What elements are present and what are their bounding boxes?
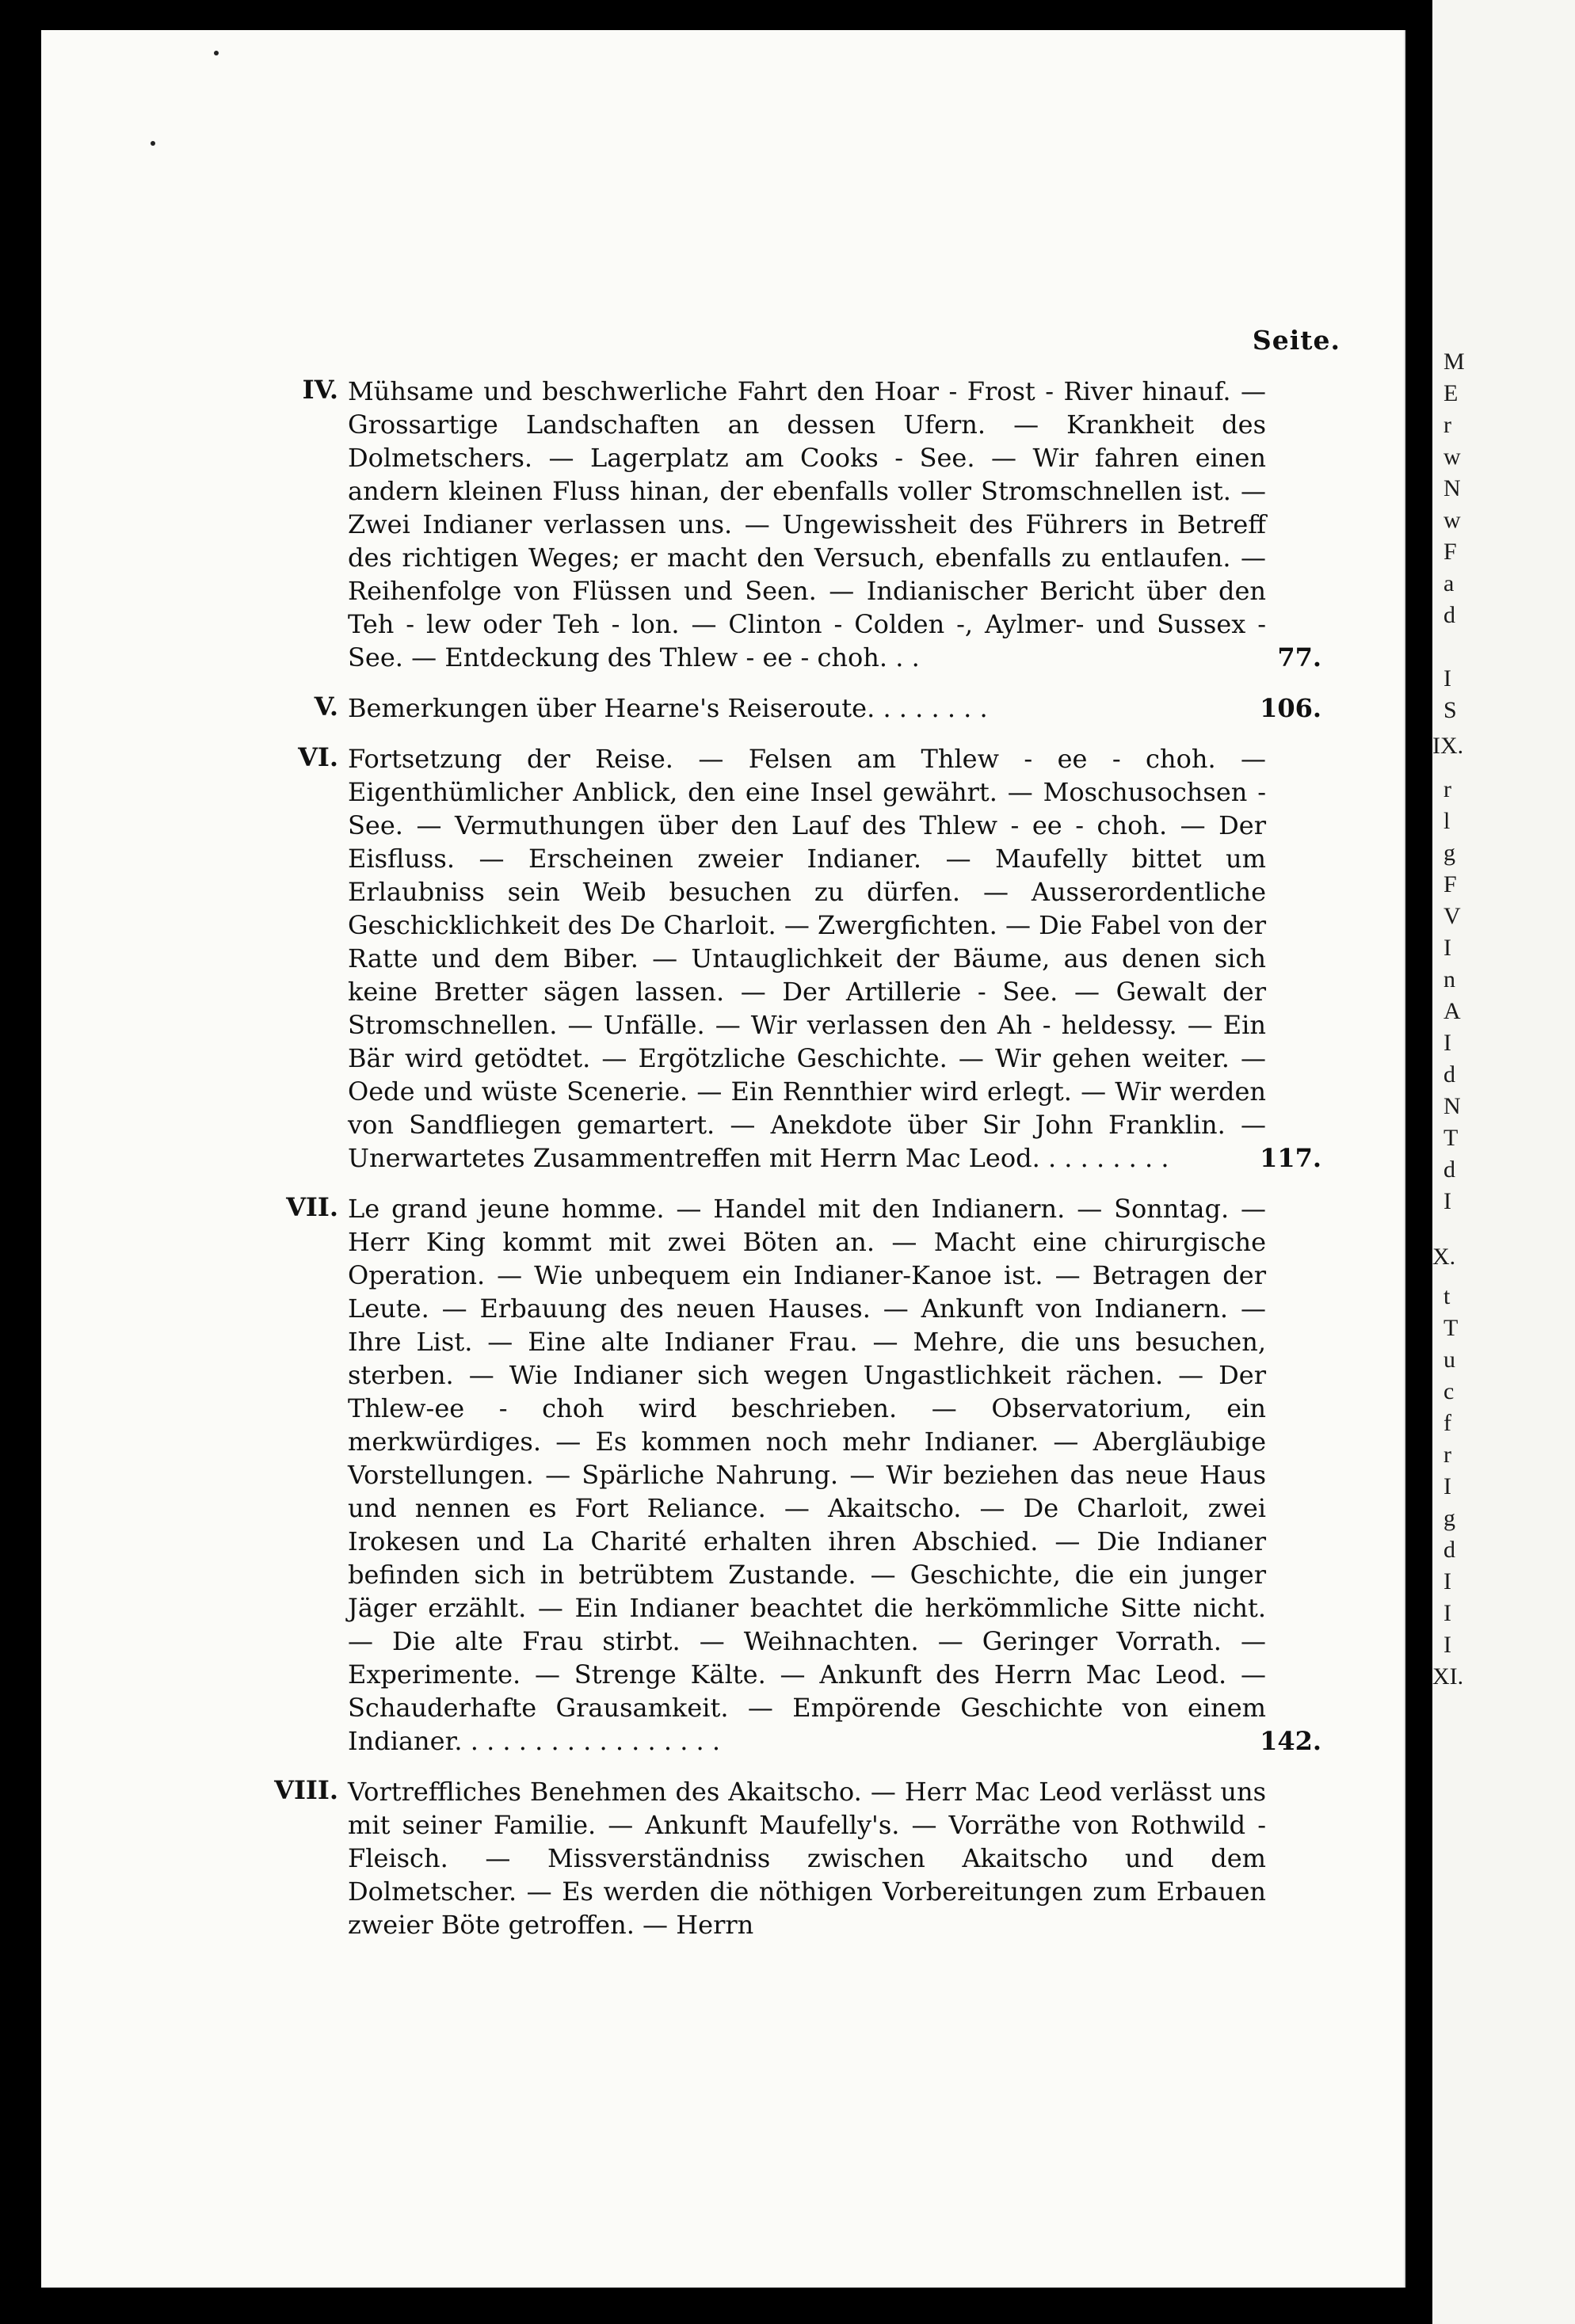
chapter-number: VIII. (274, 1775, 338, 1805)
facing-page-text-fragment: r (1443, 412, 1451, 438)
facing-page-text-fragment: g (1443, 840, 1455, 866)
facing-page-text-fragment: I (1443, 1600, 1451, 1626)
facing-page-text-fragment: a (1443, 570, 1455, 596)
speck (151, 141, 155, 146)
facing-page-text-fragment: n (1443, 966, 1455, 992)
speck (214, 51, 219, 55)
facing-page-text-fragment: A (1443, 998, 1461, 1024)
facing-page-text-fragment: IX. (1432, 733, 1464, 759)
facing-page-text-fragment: l (1443, 808, 1451, 834)
facing-page-text-fragment: I (1443, 1473, 1451, 1499)
page-number: 77. (1277, 642, 1321, 672)
facing-page-text-fragment: N (1443, 1093, 1461, 1119)
facing-page-text-fragment: w (1443, 507, 1461, 533)
facing-page-text-fragment: f (1443, 1410, 1451, 1436)
chapter-number: VII. (286, 1192, 338, 1222)
facing-page-text-fragment: T (1443, 1315, 1459, 1341)
toc-entry-vii (255, 1192, 1321, 1758)
seite-label: Seite. (1252, 325, 1340, 356)
facing-page-text-fragment: I (1443, 935, 1451, 961)
chapter-summary: Le grand jeune homme. — Handel mit den Indianern. — Sonntag. — Herr King kommt mit zwei Böten an. — Macht eine chirurgische Operation. — Wie unbequem ein Indianer-Kanoe ist. — Betragen der Leute. — Erbauung des neuen Hauses. — Ankunft von Indianern. — Ihre List. — Eine alte Indianer Frau. — Mehre, die uns besuchen, sterben. — Wie Indianer sich wegen Ungastlichkeit rächen. — Der Thlew-ee - choh wird beschrieben. — Observatorium, ein merkwürdiges. — Es kommen noch mehr Indianer. — Abergläubige Vorstellungen. — Spärliche Nahrung. — Wir beziehen das neue Haus und nennen es Fort Reliance. — Akaitscho. — De Charloit, zwei Irokesen und La Charité erhalten ihren Abschied. — Die Indianer befinden sich in betrübtem Zustande. — Geschichte, die ein junger Jäger erzählt. — Ein Indianer beachtet die herkömmliche Sitte nicht. — Die alte Frau stirbt. — Weihnachten. — Geringer Vorrath. — Experimente. — Strenge Kälte. — Ankunft des Herrn Mac Leod. — Schauderhafte Grausamkeit. — Empörende Geschichte von einem Indianer. . . . . . . . . . . . . . . . . (348, 1194, 1266, 1756)
chapter-number: VI. (298, 742, 338, 772)
facing-page-edge (1432, 0, 1575, 2324)
facing-page-text-fragment: d (1443, 1061, 1455, 1088)
chapter-summary: Mühsame und beschwerliche Fahrt den Hoar - Frost - River hinauf. — Grossartige Landschaften an dessen Ufern. — Krankheit des Dolmetschers. — Lagerplatz am Cooks - See. — Wir fahren einen andern kleinen Fluss hinan, der ebenfalls voller Stromschnellen ist. — Zwei Indianer verlassen uns. — Ungewissheit des Führers in Betreff des richtigen Weges; er macht den Versuch, ebenfalls zu entlaufen. — Reihenfolge von Flüssen und Seen. — Indianischer Bericht über den Teh - lew oder Teh - lon. — Clinton - Colden -, Aylmer- und Sussex - See. — Entdeckung des Thlew - ee - choh. . . (348, 376, 1266, 672)
facing-page-text-fragment: d (1443, 1156, 1455, 1183)
facing-page-text-fragment: I (1443, 1030, 1451, 1056)
page-number: 117. (1260, 1143, 1321, 1173)
facing-page-text-fragment: N (1443, 475, 1461, 501)
chapter-summary: Fortsetzung der Reise. — Felsen am Thlew - ee - choh. — Eigenthümlicher Anblick, den eine Insel gewährt. — Moschusochsen - See. — Vermuthungen über den Lauf des Thlew - ee - choh. — Der Eisfluss. — Erscheinen zweier Indianer. — Maufelly bittet um Erlaubniss sein Weib besuchen zu dürfen. — Ausserordentliche Geschicklichkeit des De Charloit. — Zwergfichten. — Die Fabel von der Ratte und dem Biber. — Untauglichkeit der Bäume, aus denen sich keine Bretter sägen lassen. — Der Artillerie - See. — Gewalt der Stromschnellen. — Unfälle. — Wir verlassen den Ah - heldessy. — Ein Bär wird getödtet. — Ergötzliche Geschichte. — Wir gehen weiter. — Oede und wüste Scenerie. — Ein Rennthier wird erlegt. — Wir werden von Sandfliegen gemartert. — Anekdote über Sir John Franklin. — Unerwartetes Zusammentreffen mit Herrn Mac Leod. . . . . . . . . (348, 744, 1266, 1173)
facing-page-text-fragment: I (1443, 665, 1451, 691)
facing-page-text-fragment: d (1443, 602, 1455, 628)
facing-page-text-fragment: X. (1432, 1244, 1456, 1270)
page-number: 106. (1260, 693, 1321, 723)
facing-page-text-fragment: d (1443, 1537, 1455, 1563)
facing-page-text-fragment: S (1443, 697, 1457, 723)
toc-entry-v (255, 691, 1321, 725)
facing-page-text-fragment: M (1443, 349, 1465, 375)
book-page (41, 30, 1405, 2288)
facing-page-text-fragment: V (1443, 903, 1461, 929)
facing-page-text-fragment: XI. (1432, 1663, 1464, 1690)
page-number: 142. (1260, 1726, 1321, 1756)
facing-page-text-fragment: r (1443, 1442, 1451, 1468)
facing-page-text-fragment: F (1443, 871, 1457, 897)
chapter-number: IV. (302, 375, 338, 405)
facing-page-text-fragment: t (1443, 1283, 1451, 1309)
facing-page-text-fragment: g (1443, 1505, 1455, 1531)
facing-page-text-fragment: w (1443, 444, 1461, 470)
chapter-summary: Bemerkungen über Hearne's Reiseroute. . . . . . . . (348, 693, 988, 723)
toc-entry-viii (255, 1775, 1266, 1941)
facing-page-text-fragment: F (1443, 539, 1457, 565)
facing-page-text-fragment: E (1443, 380, 1459, 406)
facing-page-text-fragment: T (1443, 1125, 1459, 1151)
toc-entry-vi (255, 742, 1321, 1175)
toc-entry-iv (255, 375, 1321, 674)
facing-page-text-fragment: c (1443, 1378, 1455, 1404)
facing-page-text-fragment: r (1443, 776, 1451, 802)
facing-page-text-fragment: I (1443, 1188, 1451, 1214)
page-edge (1404, 30, 1405, 2288)
facing-page-text-fragment: I (1443, 1568, 1451, 1594)
chapter-summary: Vortreffliches Benehmen des Akaitscho. — Herr Mac Leod verlässt uns mit seiner Familie. — Ankunft Maufelly's. — Vorräthe von Rothwild - Fleisch. — Missverständniss zwischen Akaitscho und dem Dolmetscher. — Es werden die nöthigen Vorbereitungen zum Erbauen zweier Böte getroffen. — Herrn (348, 1777, 1266, 1940)
facing-page-text-fragment: I (1443, 1632, 1451, 1658)
facing-page-text-fragment: u (1443, 1347, 1455, 1373)
chapter-number: V. (314, 691, 338, 722)
table-of-contents (255, 375, 1321, 1959)
